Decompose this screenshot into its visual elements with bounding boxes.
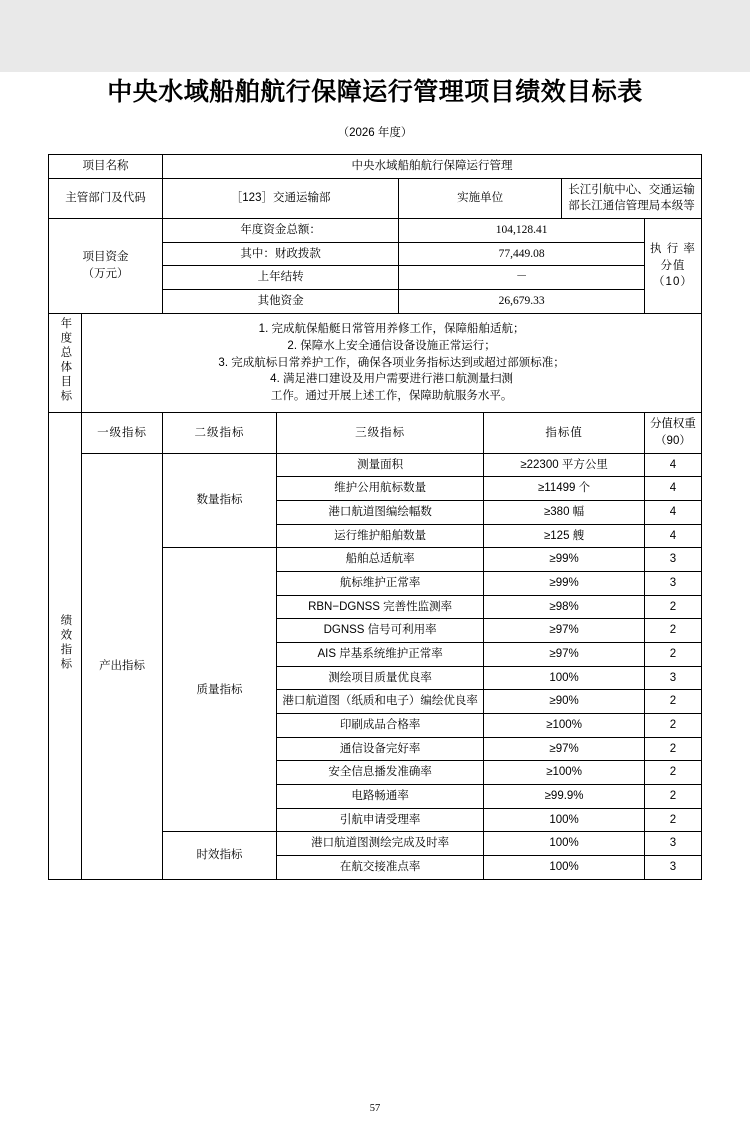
- table-row: [49, 453, 702, 477]
- col-header-level1: 一级指标: [82, 413, 163, 453]
- table-row-project-name: [49, 155, 702, 179]
- indicator-weight: 2: [644, 785, 701, 809]
- indicator-weight: 3: [644, 832, 701, 856]
- level3-label: AIS 岸基系统维护正常率: [276, 643, 483, 667]
- level2-quality-label: 质量指标: [162, 548, 276, 832]
- indicator-weight: 2: [644, 619, 701, 643]
- indicator-weight: 4: [644, 501, 701, 525]
- project-name-value: 中央水域船舶航行保障运行管理: [162, 155, 701, 179]
- indicator-value: ≥100%: [484, 714, 645, 738]
- indicator-value: ≥97%: [484, 619, 645, 643]
- indicator-weight: 3: [644, 666, 701, 690]
- indicator-weight: 4: [644, 524, 701, 548]
- level3-label: 维护公用航标数量: [276, 477, 483, 501]
- level3-label: 电路畅通率: [276, 785, 483, 809]
- funds-label-line1: 项目资金: [82, 251, 129, 264]
- indicator-value: ≥11499 个: [484, 477, 645, 501]
- level3-label: DGNSS 信号可利用率: [276, 619, 483, 643]
- indicator-value: ≥380 幅: [484, 501, 645, 525]
- indicator-weight: 3: [644, 548, 701, 572]
- annual-goal-line: 4. 满足港口建设及用户需要进行港口航测量扫测: [270, 373, 513, 386]
- indicator-weight: 2: [644, 690, 701, 714]
- level3-label: 船舶总适航率: [276, 548, 483, 572]
- funds-label: [49, 219, 163, 314]
- annual-goal-text: [82, 313, 702, 413]
- exec-rate-label-line1: 执 行 率: [650, 242, 696, 255]
- col-header-weight-line1: 分值权重: [649, 418, 696, 431]
- indicator-weight: 2: [644, 737, 701, 761]
- annual-goal-line: 1. 完成航保船艇日常管用养修工作，保障船舶适航；: [258, 323, 525, 336]
- annual-goal-side-label: 年度总体目标: [49, 313, 82, 413]
- col-header-level2: 二级指标: [162, 413, 276, 453]
- indicator-value: ≥99.9%: [484, 785, 645, 809]
- level3-label: 通信设备完好率: [276, 737, 483, 761]
- indicator-value: 100%: [484, 808, 645, 832]
- level2-timeliness-label: 时效指标: [162, 832, 276, 879]
- fund-row-value: 26,679.33: [399, 290, 645, 314]
- level3-label: 测量面积: [276, 453, 483, 477]
- col-header-value: 指标值: [484, 413, 645, 453]
- col-header-weight-line2: （90）: [655, 435, 691, 448]
- level3-label: 航标维护正常率: [276, 572, 483, 596]
- col-header-weight: [644, 413, 701, 453]
- level3-label: 测绘项目质量优良率: [276, 666, 483, 690]
- funds-label-line2: （万元）: [82, 267, 129, 280]
- indicator-weight: 4: [644, 453, 701, 477]
- annual-goal-line: 工作。通过开展上述工作，保障助航服务水平。: [270, 390, 513, 403]
- performance-target-table: [48, 154, 702, 880]
- level3-label: 引航申请受理率: [276, 808, 483, 832]
- exec-rate-label: [644, 219, 701, 314]
- indicator-weight: 4: [644, 477, 701, 501]
- indicator-weight: 3: [644, 856, 701, 880]
- fund-row-value: 104,128.41: [399, 219, 645, 243]
- level3-label: 在航交接准点率: [276, 856, 483, 880]
- table-row-department: [49, 178, 702, 218]
- page-title: 中央水域船舶航行保障运行管理项目绩效目标表: [107, 77, 643, 106]
- level3-label: 安全信息播发准确率: [276, 761, 483, 785]
- indicator-weight: 2: [644, 714, 701, 738]
- indicator-value: ≥125 艘: [484, 524, 645, 548]
- fund-row-name: 年度资金总额：: [162, 219, 398, 243]
- indicator-weight: 3: [644, 572, 701, 596]
- exec-rate-label-line2: 分值（10）: [653, 259, 693, 289]
- level3-label: 港口航道图编绘幅数: [276, 501, 483, 525]
- level2-quantity-label: 数量指标: [162, 453, 276, 548]
- table-row-indicator-header: [49, 413, 702, 453]
- indicator-value: 100%: [484, 666, 645, 690]
- level1-output-label: 产出指标: [82, 453, 163, 879]
- department-label: 主管部门及代码: [49, 178, 163, 218]
- indicator-value: ≥90%: [484, 690, 645, 714]
- indicator-value: 100%: [484, 856, 645, 880]
- fund-row-name: 其他资金: [162, 290, 398, 314]
- indicator-weight: 2: [644, 808, 701, 832]
- fund-row-value: －: [399, 266, 645, 290]
- table-row-annual-goal: [49, 313, 702, 413]
- annual-goal-line: 3. 完成航标日常养护工作，确保各项业务指标达到或超过部颁标准；: [218, 356, 565, 369]
- project-name-label: 项目名称: [49, 155, 163, 179]
- level3-label: 港口航道图测绘完成及时率: [276, 832, 483, 856]
- department-value: ［123］交通运输部: [162, 178, 398, 218]
- fund-row-value: 77,449.08: [399, 242, 645, 266]
- fund-row-name: 其中：财政拨款: [162, 242, 398, 266]
- indicator-value: ≥100%: [484, 761, 645, 785]
- indicator-value: ≥97%: [484, 737, 645, 761]
- indicator-weight: 2: [644, 761, 701, 785]
- col-header-level3: 三级指标: [276, 413, 483, 453]
- indicator-value: ≥98%: [484, 595, 645, 619]
- level3-label: 印刷成品合格率: [276, 714, 483, 738]
- indicator-value: ≥99%: [484, 548, 645, 572]
- indicator-value: 100%: [484, 832, 645, 856]
- level3-label: 运行维护船舶数量: [276, 524, 483, 548]
- indicator-weight: 2: [644, 643, 701, 667]
- unit-label: 实施单位: [399, 178, 562, 218]
- annual-goal-line: 2. 保障水上安全通信设备设施正常运行；: [287, 340, 496, 353]
- fund-row-name: 上年结转: [162, 266, 398, 290]
- page-subtitle: （2026 年度）: [337, 127, 413, 139]
- level3-label: 港口航道图（纸质和电子）编绘优良率: [276, 690, 483, 714]
- document-page: [0, 72, 750, 1132]
- indicator-value: ≥22300 平方公里: [484, 453, 645, 477]
- unit-value: 长江引航中心、交通运输部长江通信管理局本级等: [561, 178, 701, 218]
- page-number: 57: [369, 1103, 381, 1114]
- indicator-value: ≥99%: [484, 572, 645, 596]
- indicator-value: ≥97%: [484, 643, 645, 667]
- indicators-side-label: 绩效指标: [49, 413, 82, 879]
- level3-label: RBN−DGNSS 完善性监测率: [276, 595, 483, 619]
- table-row-fund-total: [49, 219, 702, 243]
- indicator-weight: 2: [644, 595, 701, 619]
